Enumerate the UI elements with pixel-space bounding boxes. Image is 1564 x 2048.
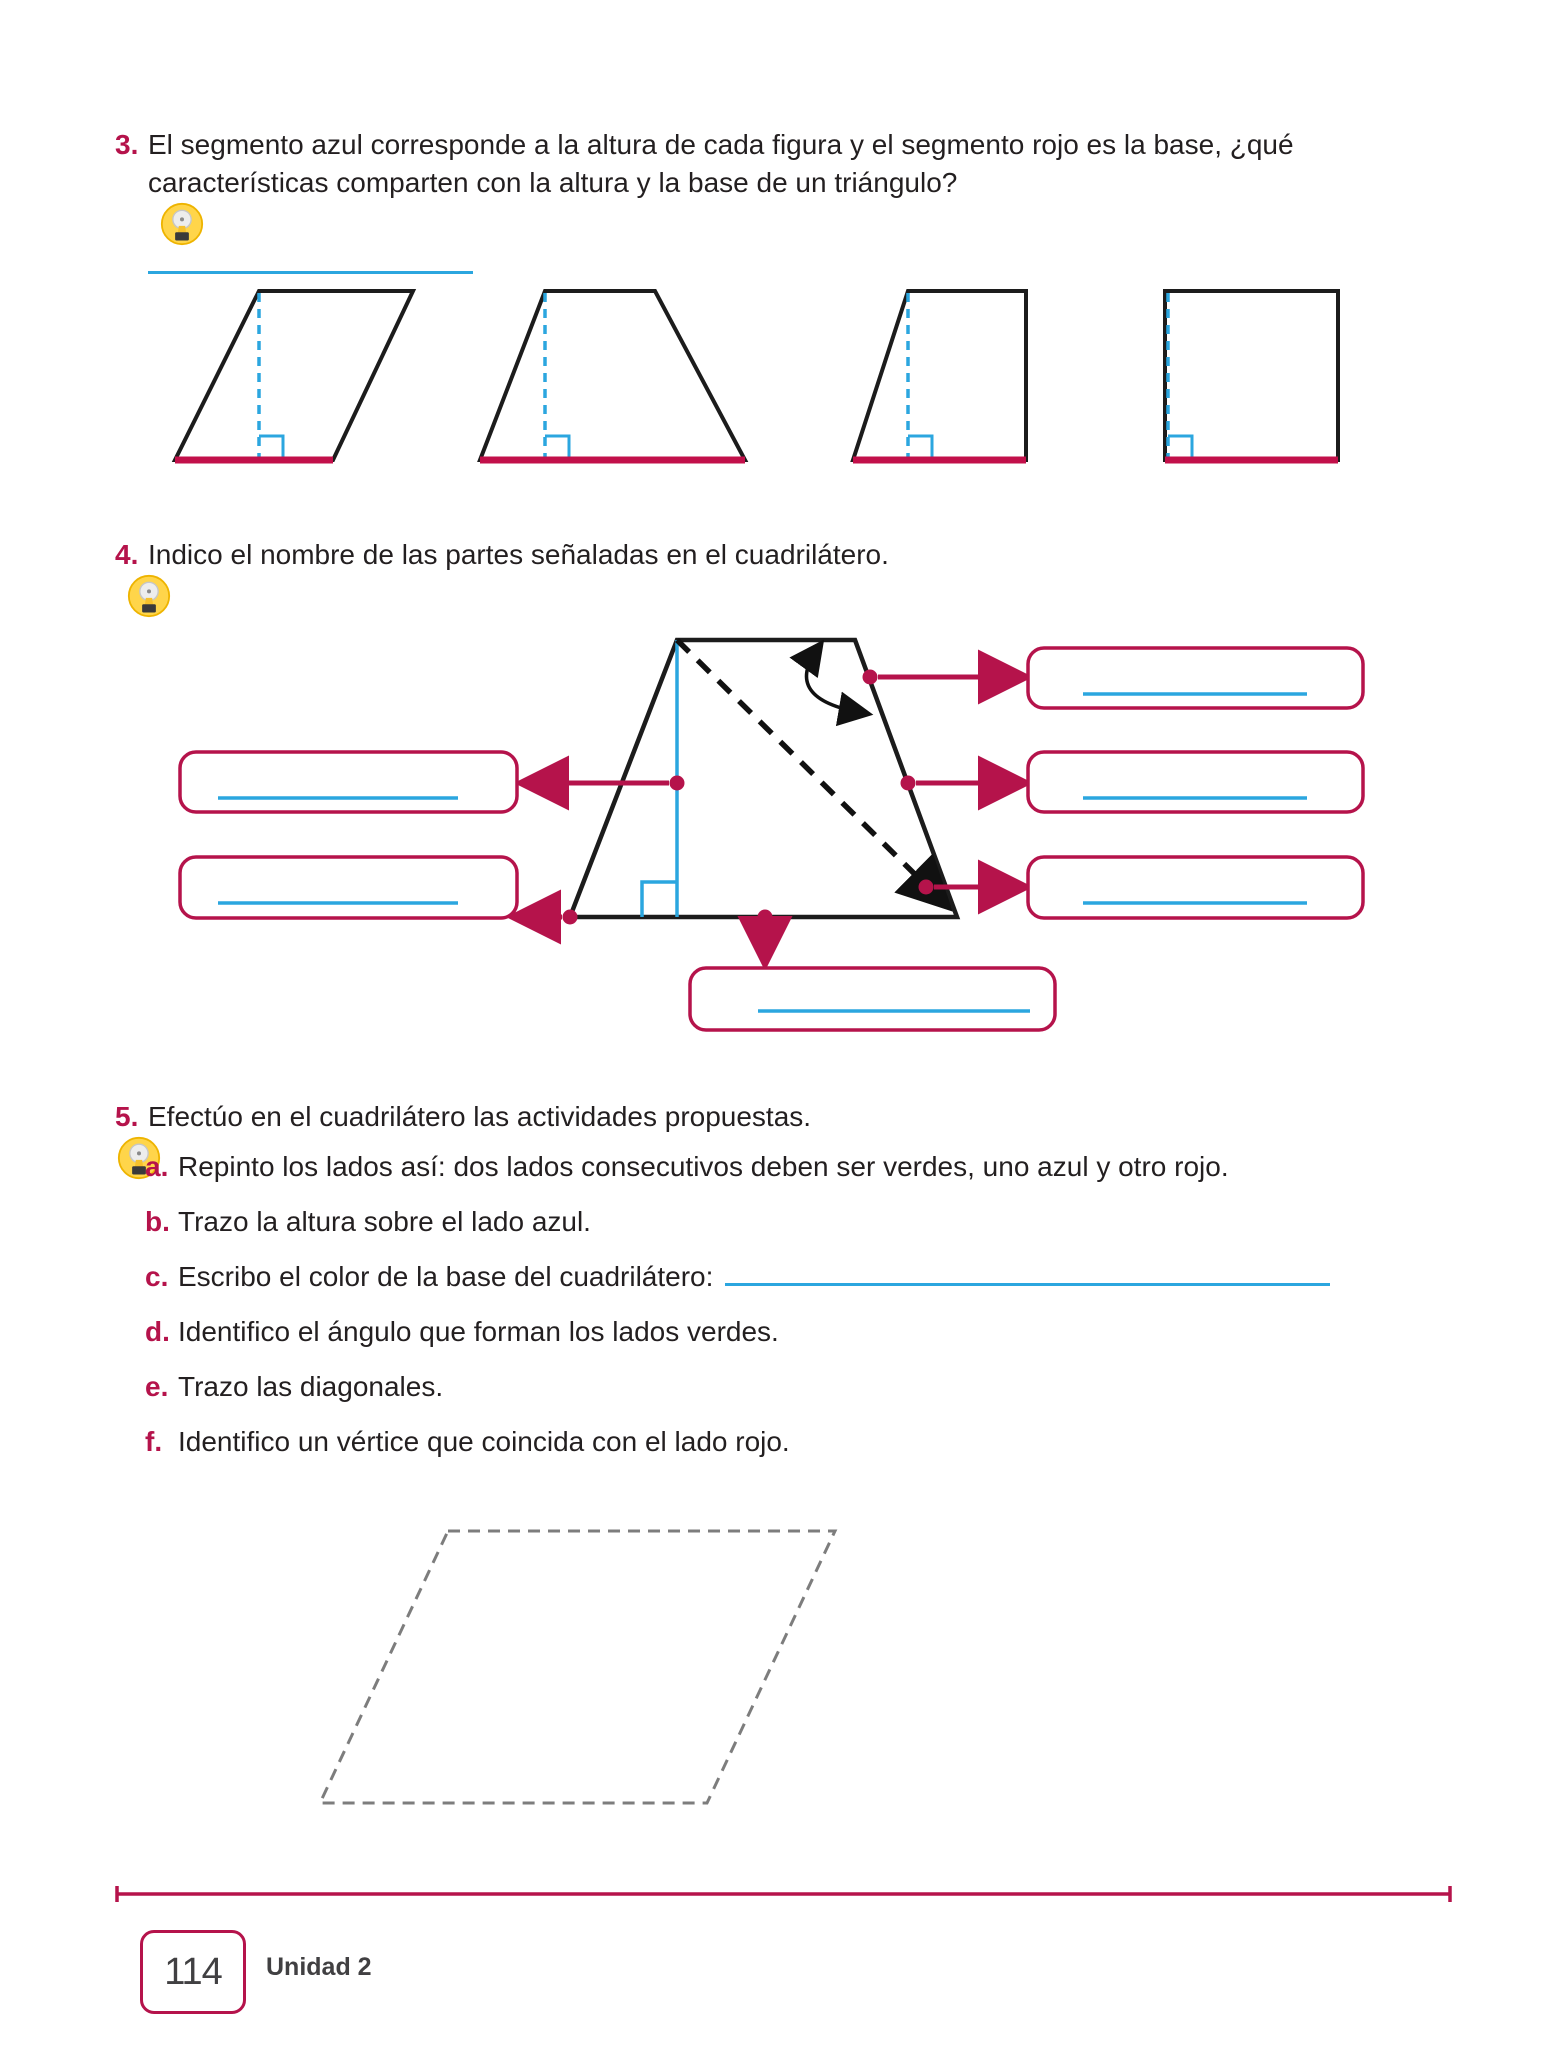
right-angle-marker — [642, 882, 677, 917]
exercise-3-line1 — [115, 126, 1294, 164]
answer-box-right-3[interactable] — [1028, 857, 1363, 918]
exercise-5-text: Efectúo en el cuadrilátero las actividades propuestas. — [148, 1101, 812, 1132]
list-item-f — [145, 1425, 790, 1459]
item-c-label: c. — [145, 1261, 169, 1292]
exercise-3-line2 — [148, 164, 1294, 284]
right-angle-marker — [545, 436, 569, 460]
dot-angle — [863, 670, 878, 685]
figure-trapezoid — [470, 285, 760, 465]
page-number: 114 — [164, 1950, 222, 1993]
item-d-text: Identifico el ángulo que forman los lados verdes. — [178, 1316, 779, 1347]
figure-parallelogram — [165, 285, 425, 465]
item-e-label: e. — [145, 1371, 169, 1402]
item-b-text: Trazo la altura sobre el lado azul. — [178, 1206, 591, 1237]
unit-label: Unidad 2 — [266, 1953, 372, 1981]
exercise-3-number: 3. — [115, 129, 139, 160]
exercise-3-answer-line[interactable] — [148, 267, 473, 274]
right-angle-marker — [1168, 436, 1192, 460]
item-c-answer-line[interactable] — [725, 1279, 1330, 1286]
item-f-label: f. — [145, 1426, 163, 1457]
exercise-3-text-line1: El segmento azul corresponde a la altura de cada figura y el segmento rojo es la base, ¿qué — [148, 129, 1294, 160]
parallelogram-dashed-outline — [320, 1531, 835, 1803]
exercise-3 — [115, 126, 1294, 284]
item-d-label: d. — [145, 1316, 170, 1347]
quadrilateral-diagram — [115, 600, 1450, 1070]
dot-left-vertex — [563, 910, 578, 925]
answer-boxes — [180, 648, 1363, 1030]
dot-diagonal — [919, 880, 934, 895]
exercise-5-number: 5. — [115, 1101, 139, 1132]
list-item-e — [145, 1370, 443, 1404]
item-e-text: Trazo las diagonales. — [178, 1371, 444, 1402]
exercise-4-number: 4. — [115, 539, 139, 570]
item-c-text: Escribo el color de la base del cuadrilátero: — [178, 1261, 714, 1292]
figure-square — [1155, 285, 1350, 465]
list-item-a — [145, 1150, 1229, 1184]
list-item-d — [145, 1315, 779, 1349]
item-b-label: b. — [145, 1206, 170, 1237]
dot-base — [758, 910, 773, 925]
trapezoid-outline — [480, 291, 745, 460]
dot-height — [670, 776, 685, 791]
answer-box-left-2[interactable] — [180, 857, 517, 918]
angle-arc — [806, 648, 863, 713]
exercise-3-text-line2: características comparten con la altura y la base de un triángulo? — [148, 167, 958, 198]
dot-right-side — [901, 776, 916, 791]
dashed-parallelogram-workarea[interactable] — [300, 1520, 860, 1820]
item-f-text: Identifico un vértice que coincida con el lado rojo. — [178, 1426, 790, 1457]
hint-lightbulb-icon — [160, 202, 204, 246]
footer-rule — [113, 1885, 1454, 1903]
list-item-b — [145, 1205, 591, 1239]
page-number-badge — [140, 1930, 246, 2014]
right-trapezoid-outline — [853, 291, 1026, 460]
answer-box-left-1[interactable] — [180, 752, 517, 812]
right-angle-marker — [908, 436, 932, 460]
right-angle-marker — [259, 436, 283, 460]
figure-right-trapezoid — [843, 285, 1043, 465]
list-item-c — [145, 1260, 1330, 1294]
answer-box-bottom[interactable] — [690, 968, 1055, 1030]
parallelogram-outline — [175, 291, 413, 460]
answer-box-right-2[interactable] — [1028, 752, 1363, 812]
answer-box-right-1[interactable] — [1028, 648, 1363, 708]
item-a-label: a. — [145, 1151, 169, 1182]
trapezoid-outline — [570, 640, 957, 917]
exercise-4-text: Indico el nombre de las partes señaladas en el cuadrilátero. — [148, 539, 889, 570]
item-a-text: Repinto los lados así: dos lados consecutivos deben ser verdes, uno azul y otro rojo. — [178, 1151, 1229, 1182]
